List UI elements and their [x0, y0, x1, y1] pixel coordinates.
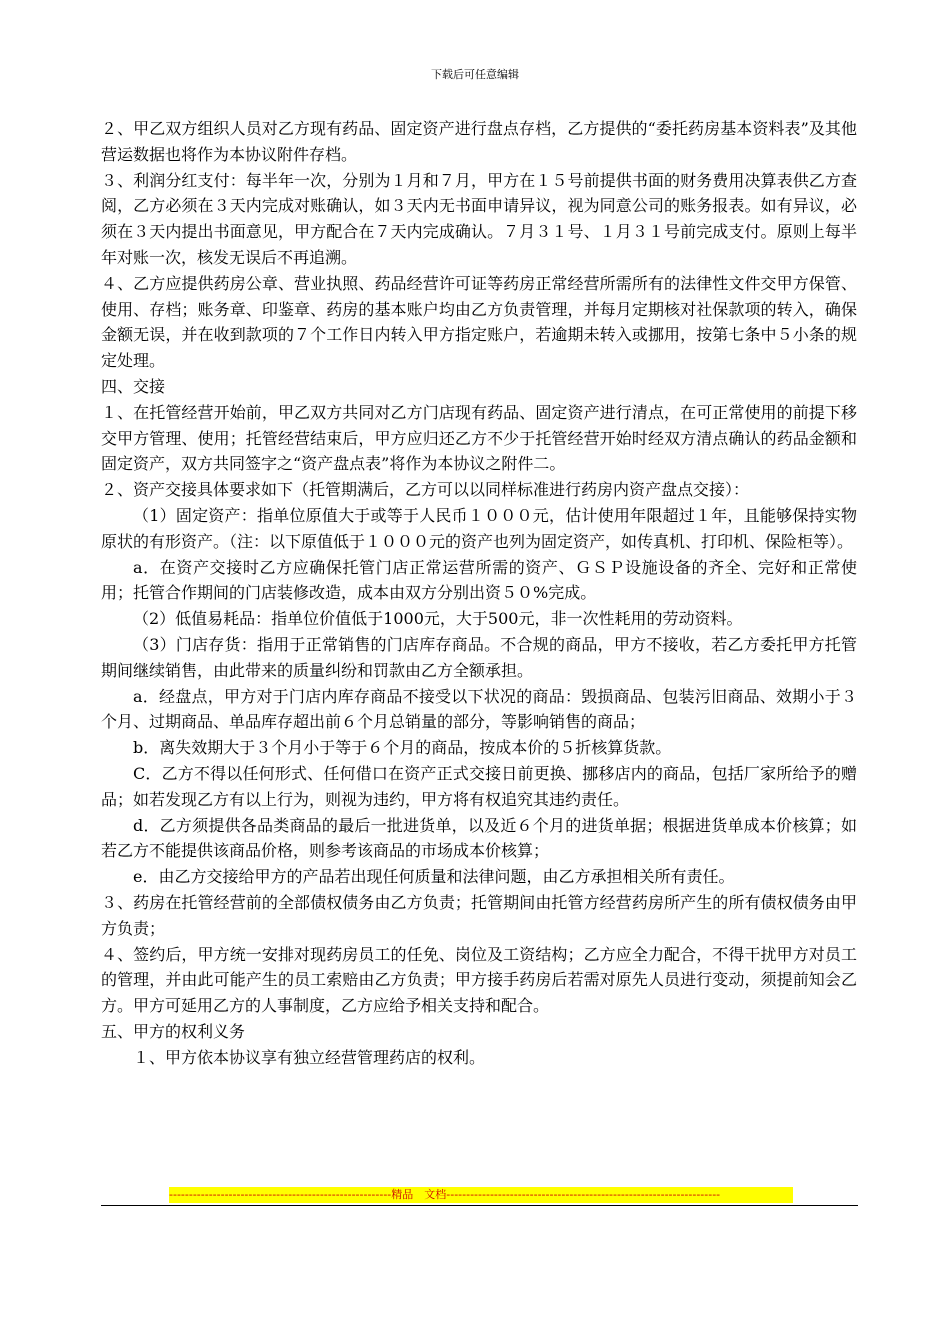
paragraph: （3）门店存货：指用于正常销售的门店库存商品。不合规的商品，甲方不接收，若乙方委托甲方托管期间继续销售，由此带来的质量纠纷和罚款由乙方全额承担。	[101, 634, 857, 680]
paragraph: d．乙方须提供各品类商品的最后一批进货单，以及近６个月的进货单据；根据进货单成本价核算；如若乙方不能提供该商品价格，则参考该商品的市场成本价核算；	[101, 815, 857, 861]
paragraph: b．离失效期大于３个月小于等于６个月的商品，按成本价的５折核算货款。	[133, 738, 672, 758]
paragraph: ３、利润分红支付：每半年一次，分别为１月和７月，甲方在１５号前提供书面的财务费用决算表供乙方查阅，乙方必须在３天内完成对账确认，如３天内无书面申请异议，视为同意公司的账务报表。如有异议，必须在３天内提出书面意见，甲方配合在７天内完成确认。７月３１号、１月３１号前完成支付。原则上每半年对账一次，核发无误后不再追溯。	[101, 170, 857, 267]
footer-banner: --------------------------------------------------------精品 文档---------------------------------------------------------------------	[169, 1187, 793, 1203]
paragraph: ４、乙方应提供药房公章、营业执照、药品经营许可证等药房正常经营所需所有的法律性文件交甲方保管、使用、存档；账务章、印鉴章、药房的基本账户均由乙方负责管理，并每月定期核对社保款项的转入，确保金额无误，并在收到款项的７个工作日内转入甲方指定账户，若逾期未转入或挪用，按第七条中５小条的规定处理。	[101, 273, 857, 371]
paragraph: （1）固定资产：指单位原值大于或等于人民币１０００元，估计使用年限超过１年，且能够保持实物原状的有形资产。（注：以下原值低于１０００元的资产也列为固定资产，如传真机、打印机、保险柜等）。	[101, 505, 857, 551]
paragraph: （2）低值易耗品：指单位价值低于1000元，大于500元，非一次性耗用的劳动资料。	[133, 609, 743, 629]
paragraph: e．由乙方交接给甲方的产品若出现任何质量和法律问题，由乙方承担相关所有责任。	[133, 867, 735, 887]
paragraph: C．乙方不得以任何形式、任何借口在资产正式交接日前更换、挪移店内的商品，包括厂家所给予的赠品；如若发现乙方有以上行为，则视为违约，甲方将有权追究其违约责任。	[101, 763, 857, 809]
paragraph: a．在资产交接时乙方应确保托管门店正常运营所需的资产、ＧＳＰ设施设备的齐全、完好和正常使用；托管合作期间的门店装修改造，成本由双方分别出资５０%完成。	[101, 557, 857, 603]
paragraph: １、在托管经营开始前，甲乙双方共同对乙方门店现有药品、固定资产进行清点，在可正常使用的前提下移交甲方管理、使用；托管经营结束后，甲方应归还乙方不少于托管经营开始时经双方清点确认的药品金额和固定资产，双方共同签字之“资产盘点表”将作为本协议之附件二。	[101, 402, 857, 474]
paragraph: ２、资产交接具体要求如下（托管期满后，乙方可以以同样标准进行药房内资产盘点交接）：	[101, 480, 750, 500]
paragraph: ２、甲乙双方组织人员对乙方现有药品、固定资产进行盘点存档，乙方提供的“委托药房基本资料表”及其他营运数据也将作为本协议附件存档。	[101, 119, 857, 164]
section-heading: 四、交接	[101, 376, 166, 396]
paragraph: a．经盘点，甲方对于门店内库存商品不接受以下状况的商品：毁损商品、包装污旧商品、效期小于３个月、过期商品、单品库存超出前６个月总销量的部分，等影响销售的商品；	[101, 686, 857, 732]
page-header: 下载后可任意编辑	[431, 68, 519, 81]
document-body	[101, 116, 857, 1070]
paragraph: １、甲方依本协议享有独立经营管理药店的权利。	[133, 1047, 486, 1067]
footer-divider	[101, 1205, 858, 1206]
paragraph: ３、药房在托管经营前的全部债权债务由乙方负责；托管期间由托管方经营药房所产生的所有债权债务由甲方负责；	[101, 892, 857, 938]
paragraph: ４、签约后，甲方统一安排对现药房员工的任免、岗位及工资结构；乙方应全力配合，不得干扰甲方对员工的管理，并由此可能产生的员工索赔由乙方负责；甲方接手药房后若需对原先人员进行变动，须提前知会乙方。甲方可延用乙方的人事制度，乙方应给予相关支持和配合。	[101, 944, 857, 1016]
section-heading: 五、甲方的权利义务	[101, 1021, 246, 1041]
